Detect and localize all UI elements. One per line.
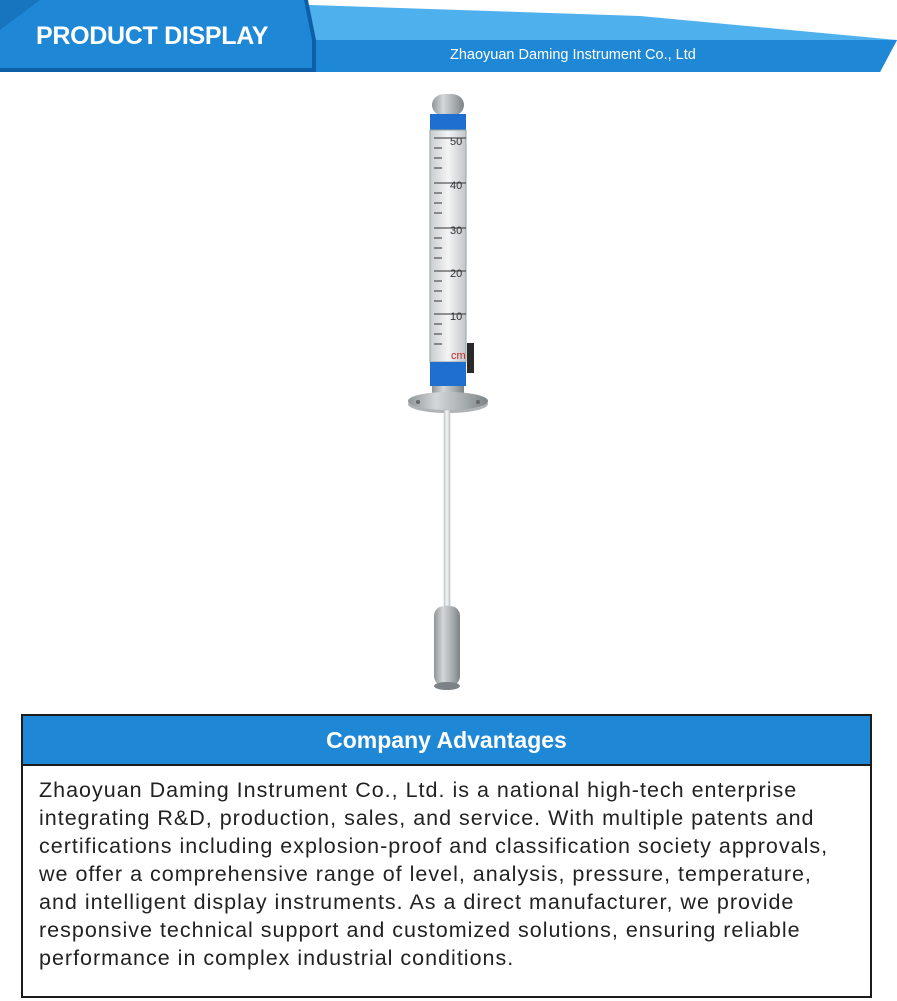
product-image	[390, 88, 500, 694]
page-title: PRODUCT DISPLAY	[36, 22, 269, 50]
scale-label-50: 50	[450, 136, 463, 148]
company-advantages-panel	[21, 714, 872, 998]
scale-label-30: 30	[450, 225, 463, 237]
advantages-title: Company Advantages	[326, 726, 567, 753]
advantages-header	[23, 716, 870, 766]
scale-label-40: 40	[450, 180, 463, 192]
scale-label-10: 10	[450, 311, 463, 323]
company-name: Zhaoyuan Daming Instrument Co., Ltd	[450, 47, 696, 63]
scale-unit: cm	[451, 350, 466, 362]
header-banner	[0, 0, 897, 72]
scale-label-20: 20	[450, 268, 463, 280]
advantages-text: Zhaoyuan Daming Instrument Co., Ltd. is a national high-tech enterprise integrating R&D, production, sales, and service. With multiple patents and certifications including explosion-proof and classification society approvals, we offer a comprehensive range of level, analysis, pressure, temperature, and intelligent display instruments. As a direct manufacturer, we provide responsive technical support and customized solutions, ensuring reliable performance in complex industrial conditions.	[39, 778, 829, 970]
